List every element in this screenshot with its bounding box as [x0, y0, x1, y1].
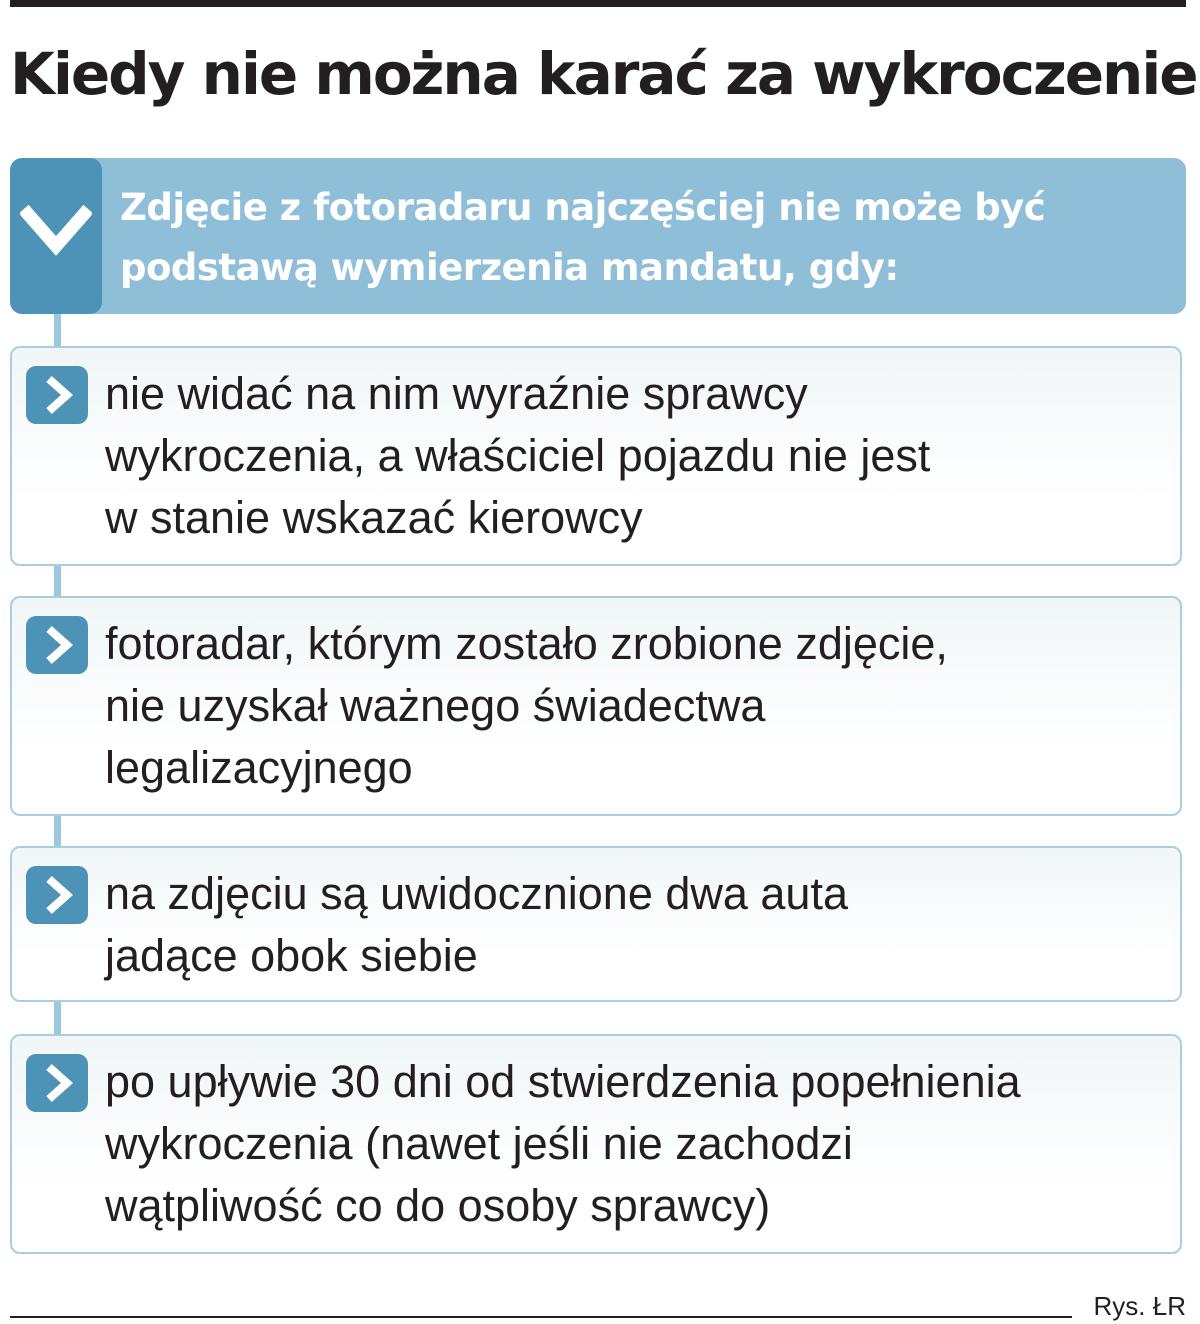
item-bullet — [26, 366, 88, 424]
connector-line — [54, 564, 61, 598]
chevron-right-icon — [41, 625, 75, 665]
chevron-right-icon — [41, 1063, 75, 1103]
list-item — [10, 596, 1182, 816]
header-line-2: podstawą wymierzenia mandatu, gdy: — [120, 246, 899, 289]
item-text — [105, 613, 948, 799]
connector-line — [54, 814, 61, 848]
item-line: nie uzyskał ważnego świadectwa — [105, 680, 766, 731]
list-item — [10, 346, 1182, 566]
bottom-rule — [10, 1316, 1072, 1318]
item-line: wykroczenia, a właściciel pojazdu nie jest — [105, 430, 931, 481]
item-text — [105, 363, 930, 549]
list-item — [10, 1034, 1182, 1254]
item-line: po upływie 30 dni od stwierdzenia popełnienia — [105, 1056, 1021, 1107]
item-line: w stanie wskazać kierowcy — [105, 492, 643, 543]
chevron-right-icon — [41, 375, 75, 415]
item-text — [105, 863, 848, 987]
page-title: Kiedy nie można karać za wykroczenie — [10, 40, 1197, 108]
item-line: legalizacyjnego — [105, 742, 413, 793]
connector-line — [54, 314, 61, 348]
header-tab — [10, 158, 102, 314]
item-text — [105, 1051, 1021, 1237]
top-rule — [10, 0, 1186, 7]
connector-line — [54, 1000, 61, 1036]
item-bullet — [26, 866, 88, 924]
item-line: jadące obok siebie — [105, 930, 478, 981]
item-line: fotoradar, którym zostało zrobione zdjęcie, — [105, 618, 948, 669]
item-bullet — [26, 1054, 88, 1112]
header-line-1: Zdjęcie z fotoradaru najczęściej nie może być — [120, 186, 1046, 229]
header-box — [10, 158, 1186, 314]
item-bullet — [26, 616, 88, 674]
item-line: nie widać na nim wyraźnie sprawcy — [105, 368, 808, 419]
header-text — [120, 178, 1170, 298]
chevron-right-icon — [41, 875, 75, 915]
credit-label: Rys. ŁR — [1093, 1291, 1186, 1321]
list-item — [10, 846, 1182, 1002]
item-line: na zdjęciu są uwidocznione dwa auta — [105, 868, 848, 919]
item-line: wykroczenia (nawet jeśli nie zachodzi — [105, 1118, 853, 1169]
chevron-down-icon — [20, 202, 92, 262]
item-line: wątpliwość co do osoby sprawcy) — [105, 1180, 771, 1231]
